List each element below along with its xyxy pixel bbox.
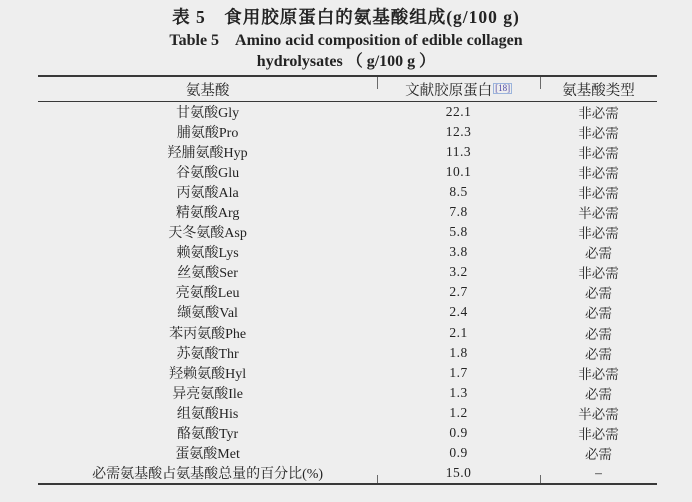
amino-acid-name-cell: 亮氨酸Leu	[175, 286, 240, 302]
column-header-amino-acid: 氨基酸	[185, 82, 230, 99]
table-row	[38, 162, 657, 182]
table-row	[38, 122, 657, 142]
collagen-value-cell: 3.8	[449, 244, 468, 260]
amino-acid-name-cell: 苯丙氨酸Phe	[169, 326, 247, 342]
collagen-value-cell: 1.8	[449, 344, 468, 360]
table-caption-english-line2: hydrolysates （ g/100 g ）	[256, 53, 436, 70]
amino-acid-name-cell: 组氨酸His	[176, 406, 239, 422]
table-row	[38, 463, 657, 483]
acid-type-cell: 非必需	[578, 226, 619, 242]
acid-type-cell: 非必需	[578, 266, 619, 282]
amino-acid-name-cell: 异亮氨酸Ile	[172, 386, 243, 402]
amino-acid-name-cell: 蛋氨酸Met	[175, 446, 240, 462]
table-row	[38, 142, 657, 162]
amino-acid-name-cell: 必需氨基酸占氨基酸总量的百分比(%)	[92, 466, 324, 482]
table-row	[38, 323, 657, 343]
amino-acid-name-cell: 甘氨酸Gly	[176, 106, 240, 122]
acid-type-cell: 非必需	[578, 126, 619, 142]
table-row	[38, 202, 657, 222]
acid-type-cell: –	[595, 464, 602, 480]
table-row	[38, 262, 657, 282]
column-divider-tick	[377, 475, 378, 483]
amino-acid-name-cell: 羟赖氨酸Hyl	[169, 366, 247, 382]
acid-type-cell: 必需	[584, 326, 612, 342]
table-row	[38, 242, 657, 262]
column-divider-tick	[540, 77, 541, 89]
table-caption-chinese: 表 5 食用胶原蛋白的氨基酸组成(g/100 g)	[172, 7, 520, 27]
amino-acid-name-cell: 缬氨酸Val	[177, 306, 238, 322]
acid-type-cell: 必需	[584, 386, 612, 402]
amino-acid-name-cell: 精氨酸Arg	[175, 206, 240, 222]
reference-18-link[interactable]: [18]	[495, 82, 511, 93]
acid-type-cell: 必需	[584, 246, 612, 262]
collagen-value-cell: 2.7	[449, 284, 468, 300]
acid-type-cell: 半必需	[578, 206, 619, 222]
amino-acid-name-cell: 丙氨酸Ala	[176, 186, 239, 202]
amino-acid-name-cell: 苏氨酸Thr	[176, 346, 239, 362]
acid-type-cell: 必需	[584, 346, 612, 362]
amino-acid-name-cell: 丝氨酸Ser	[177, 266, 238, 282]
table-row	[38, 343, 657, 363]
amino-acid-name-cell: 脯氨酸Pro	[176, 126, 239, 142]
table-header-row	[38, 77, 657, 102]
collagen-value-cell: 11.3	[446, 144, 472, 160]
collagen-value-cell: 5.8	[449, 224, 468, 240]
acid-type-cell: 非必需	[578, 106, 619, 122]
acid-type-cell: 非必需	[578, 166, 619, 182]
collagen-value-cell: 0.9	[449, 444, 468, 460]
amino-acid-composition-table	[38, 75, 657, 485]
acid-type-cell: 必需	[584, 306, 612, 322]
collagen-value-cell: 2.4	[449, 304, 468, 320]
acid-type-cell: 非必需	[578, 186, 619, 202]
table-row	[38, 403, 657, 423]
collagen-value-cell: 22.1	[445, 104, 472, 120]
amino-acid-name-cell: 酪氨酸Tyr	[176, 426, 239, 442]
column-divider-tick	[540, 475, 541, 483]
column-header-literature-collagen	[377, 79, 540, 100]
collagen-value-cell: 7.8	[449, 204, 468, 220]
acid-type-cell: 必需	[584, 446, 612, 462]
amino-acid-name-cell: 天冬氨酸Asp	[168, 226, 247, 242]
column-header-acid-type: 氨基酸类型	[562, 82, 635, 99]
table-body	[38, 102, 657, 483]
acid-type-cell: 非必需	[578, 366, 619, 382]
acid-type-cell: 非必需	[578, 426, 619, 442]
collagen-value-cell: 15.0	[445, 464, 472, 480]
table-row	[38, 302, 657, 322]
collagen-value-cell: 1.3	[449, 384, 468, 400]
collagen-value-cell: 1.7	[449, 364, 468, 380]
table-row	[38, 423, 657, 443]
acid-type-cell: 非必需	[578, 146, 619, 162]
amino-acid-name-cell: 羟脯氨酸Hyp	[167, 146, 248, 162]
collagen-value-cell: 12.3	[445, 124, 472, 140]
amino-acid-name-cell: 赖氨酸Lys	[176, 246, 239, 262]
table-row	[38, 282, 657, 302]
collagen-value-cell: 8.5	[449, 184, 468, 200]
table-caption	[0, 4, 692, 72]
amino-acid-name-cell: 谷氨酸Glu	[176, 166, 240, 182]
table-row	[38, 363, 657, 383]
table-caption-english-line1: Table 5 Amino acid composition of edible collagen	[169, 32, 523, 49]
table-row	[38, 443, 657, 463]
column-divider-tick	[377, 77, 378, 89]
table-row	[38, 182, 657, 202]
table-row	[38, 383, 657, 403]
acid-type-cell: 半必需	[578, 406, 619, 422]
column-header-literature-collagen-label: 文献胶原蛋白	[405, 82, 493, 99]
collagen-value-cell: 3.2	[449, 264, 468, 280]
table-row	[38, 102, 657, 122]
collagen-value-cell: 0.9	[449, 424, 468, 440]
collagen-value-cell: 10.1	[445, 164, 472, 180]
collagen-value-cell: 2.1	[449, 324, 468, 340]
acid-type-cell: 必需	[584, 286, 612, 302]
collagen-value-cell: 1.2	[449, 404, 468, 420]
table-row	[38, 222, 657, 242]
